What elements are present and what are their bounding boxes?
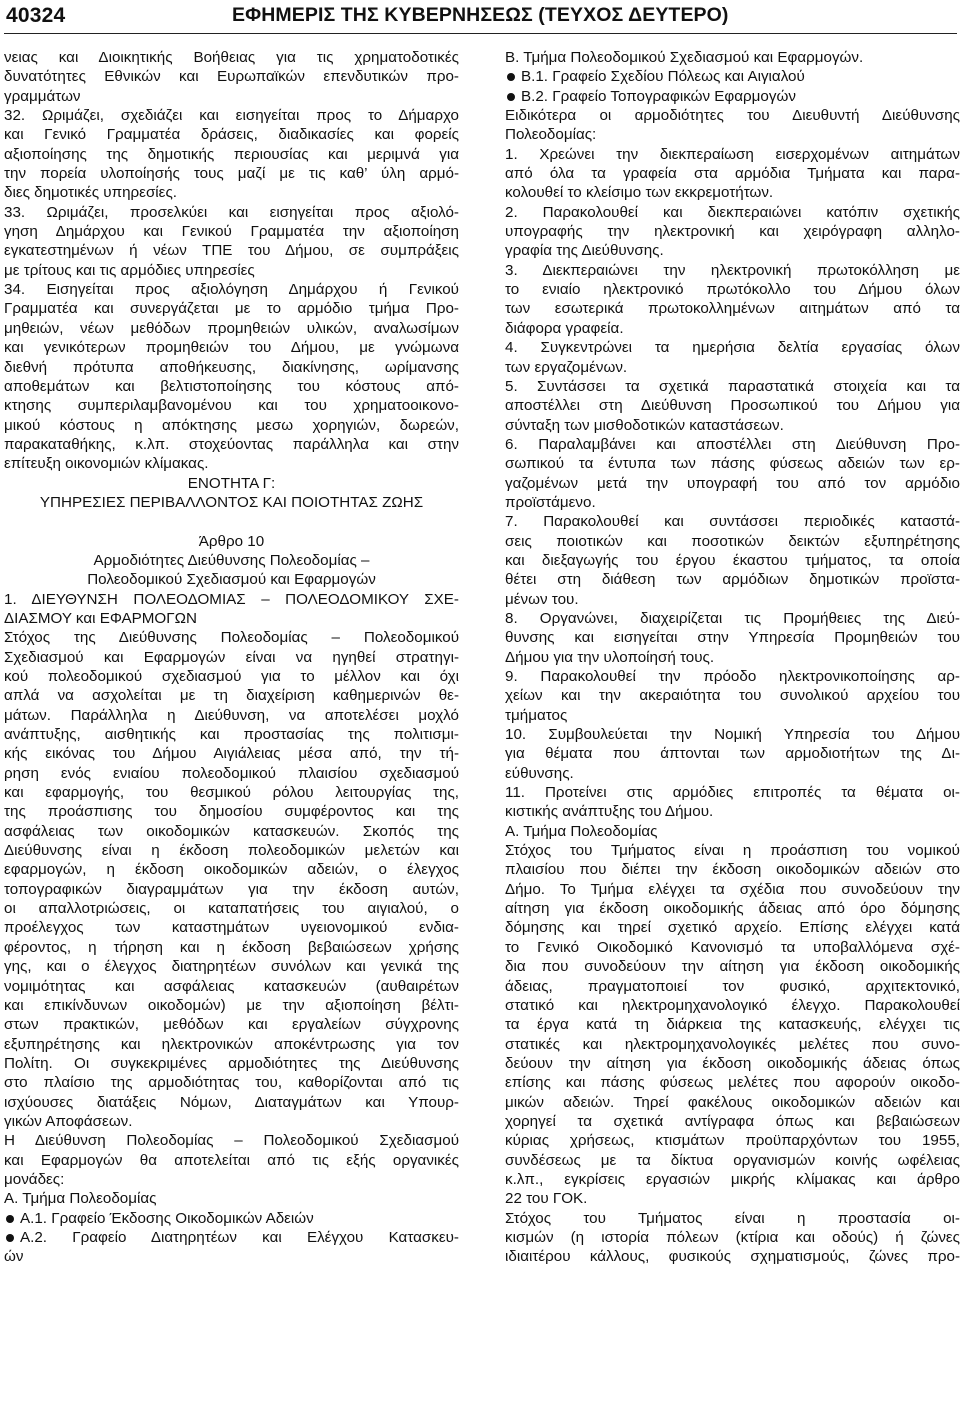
text-line-content: μικού κόστους η απόκτησης μεσω χορηγιών, δωρεών, — [4, 416, 459, 434]
text-line — [4, 996, 459, 1015]
text-line — [4, 241, 459, 260]
text-line — [4, 1093, 459, 1112]
text-line — [505, 222, 960, 241]
text-line — [4, 590, 459, 609]
text-line-content: 4. Συγκεντρώνει τα ημερήσια δελτία εργασίας όλων — [505, 339, 960, 357]
text-line — [4, 918, 459, 937]
text-line — [505, 1228, 960, 1247]
text-line — [4, 358, 459, 377]
text-line-content: κύριας χρήσεως, κτισμάτων προϋπαρχόντων του 1955, — [505, 1132, 960, 1150]
text-line — [4, 435, 459, 454]
text-line-content: γικών Αποφάσεων. — [4, 1112, 133, 1130]
gazette-title: ΕΦΗΜΕΡΙΣ ΤΗΣ ΚΥΒΕΡΝΗΣΕΩΣ (ΤΕΥΧΟΣ ΔΕΥΤΕΡΟ) — [232, 4, 729, 26]
text-line — [505, 570, 960, 589]
text-line — [4, 222, 459, 241]
text-line-content: διεθνή πρότυπα αποθήκευσης, διακίνησης, ωρίμανσης — [4, 358, 459, 376]
text-line — [4, 67, 459, 86]
text-line-content: κολουθεί το κλείσιμο των εκκρεμοτήτων. — [505, 184, 774, 202]
text-line — [4, 416, 459, 435]
text-line — [505, 299, 960, 318]
text-line — [505, 125, 960, 144]
text-line-content: εφαρμογών, η έκδοση οικοδομικών αδειών, ο έλεγχος — [4, 861, 459, 879]
text-line-content: μηθειών, νέων μεθόδων προμηθειών υλικών, αναλωσίμων — [4, 319, 459, 337]
text-line — [505, 822, 960, 841]
text-line-content: Η Διεύθυνση Πολεοδομίας – Πολεοδομικού Σχεδιασμού — [4, 1132, 459, 1150]
text-line — [4, 686, 459, 705]
text-line — [4, 493, 459, 512]
text-line-content: Γραμματέα και συνεργάζεται με το αρμόδιο τμήμα Προ- — [4, 300, 459, 318]
text-line-content: παρακαταθήκης, κ.λπ. στοχεύοντας παράλληλα και στην — [4, 435, 459, 453]
text-line — [4, 802, 459, 821]
text-line — [505, 764, 960, 783]
text-line-content: μονάδες: — [4, 1170, 65, 1188]
text-line — [4, 880, 459, 899]
text-line-content: της προάσπισης του δημοσίου συμφέροντος και της — [4, 803, 459, 821]
text-line-content: εύθυνσης. — [505, 764, 574, 782]
text-line-content: γαζομένων μετά την υπογραφή του από τον αρμόδιο — [505, 474, 960, 492]
text-line — [4, 474, 459, 493]
text-line — [505, 474, 960, 493]
text-line-content: και γενικότερων προμηθειών του Δήμου, με γνώμωνα — [4, 339, 459, 357]
text-line-content: και Γενικό Γραμματέα δράσεις, διαδικασίες και φορείς — [4, 126, 459, 144]
text-line — [505, 1093, 960, 1112]
text-line-content: Πολεοδομικού Σχεδιασμού και Εφαρμογών — [87, 571, 376, 589]
text-line — [4, 125, 459, 144]
text-line-content: εγκατεστημένων ή νέων ΤΠΕ του Δήμου, σε συμπράξεις — [4, 242, 459, 260]
text-line — [4, 609, 459, 628]
text-line-content: 11. Προτείνει στις αρμόδιες επιτροπές τα θέματα οι- — [505, 784, 960, 802]
text-line — [4, 957, 459, 976]
text-line — [4, 744, 459, 763]
bullet-icon — [6, 1234, 14, 1242]
text-line-content: μένων του. — [505, 590, 579, 608]
text-line — [4, 1112, 459, 1131]
header-rule — [4, 33, 957, 34]
text-line — [4, 938, 459, 957]
text-line-content: ιδιαιτέρου κάλλους, φυσικούς σχηματισμούς, ζώνες προ- — [505, 1248, 960, 1266]
text-line — [505, 241, 960, 260]
text-line-content: 2. Παρακολουθεί και διεκπεραιώνει κατόπιν σχετικής — [505, 203, 960, 221]
text-line-content: κιστικής ανάπτυξης του Δήμου. — [505, 803, 714, 821]
text-line — [4, 1170, 459, 1189]
text-line-content: των εσωτερικά πρωτοκολλημένων αιτημάτων από τα — [505, 300, 960, 318]
text-line — [505, 590, 960, 609]
text-line-content: κής εικόνας του Δήμου Αιγιάλειας μέσα από, την τή- — [4, 745, 459, 763]
text-line — [505, 1189, 960, 1208]
text-line — [505, 396, 960, 415]
text-line-content: γηση Δημάρχου και Γενικού Γραμματέα την αξιοποίηση — [4, 223, 459, 241]
text-line-content: τα έργα κατά τη διάρκεια της κατασκευής, ελέγχει τις — [505, 1016, 960, 1034]
text-line-content: 6. Παραλαμβάνει και αποστέλλει στη Διεύθυνση Προ- — [505, 435, 960, 453]
text-line — [4, 512, 459, 531]
text-line — [4, 725, 459, 744]
text-line-content: ισχύουσες διατάξεις Νόμων, Διαταγμάτων και Υπουρ- — [4, 1093, 459, 1111]
text-line — [505, 145, 960, 164]
text-line-content: ασφάλειας των οικοδομικών κατασκευών. Σκοπός της — [4, 822, 459, 840]
text-line — [4, 1209, 459, 1228]
text-line-content: ΕΝΟΤΗΤΑ Γ: — [187, 474, 276, 492]
bullet-icon — [507, 73, 515, 81]
text-line-content: Ειδικότερα οι αρμοδιότητες του Διευθυντή Διεύθυνσης — [505, 107, 960, 125]
text-line — [505, 1054, 960, 1073]
text-line — [505, 416, 960, 435]
text-line — [505, 454, 960, 473]
text-line — [505, 48, 960, 67]
text-line — [4, 841, 459, 860]
text-line — [4, 860, 459, 879]
text-line-content: χείων και την ακεραιότητα του συνολικού αρχείου του — [505, 687, 960, 705]
text-line — [4, 203, 459, 222]
text-line-content: 1. ΔΙΕΥΘΥΝΣΗ ΠΟΛΕΟΔΟΜΙΑΣ – ΠΟΛΕΟΔΟΜΙΚΟΥ ΣΧΕ- — [4, 590, 459, 608]
text-line — [4, 1035, 459, 1054]
text-line-content: Α.1. Γραφείο Έκδοσης Οικοδομικών Αδειών — [20, 1209, 314, 1227]
text-line-content: Α.2. Γραφείο Διατηρητέων και Ελέγχου Κατασκευ- — [20, 1228, 459, 1246]
text-line — [4, 299, 459, 318]
text-line-content: επίτευξη οικονομιών κλίμακας. — [4, 455, 209, 473]
text-line-content: ρηση ενός ενιαίου πολεοδομικού πλαισίου σχεδιασμού — [4, 764, 459, 782]
text-line — [505, 261, 960, 280]
text-line-content: δεύουν την αίτηση για έκδοση οικοδομικής άδειας όπως — [505, 1054, 960, 1072]
text-line — [505, 1151, 960, 1170]
text-line-content: και Εφαρμογών θα αποτελείται από τις εξής οργανικές — [4, 1151, 459, 1169]
text-line — [505, 67, 960, 86]
text-line-content: επίσης και πάσης φύσεως μελέτες που αφορούν οικοδο- — [505, 1074, 960, 1092]
text-line-content: αποστέλλει στη Διεύθυνση Προσωπικού του Δήμου για — [505, 397, 960, 415]
text-line-content: νομιμότητας και ασφάλειας κατασκευών (αυθαιρέτων — [4, 977, 459, 995]
text-line-content: εξυπηρέτησης και ηλεκτρονικών αποκέντρωσης για τον — [4, 1035, 459, 1053]
text-line-content: συνδέσεως με τα δίκτυα οργανισμών κοινής ωφέλειας — [505, 1151, 960, 1169]
text-line-content: Β.1. Γραφείο Σχεδίου Πόλεως και Αιγιαλού — [521, 68, 805, 86]
text-line — [505, 1073, 960, 1092]
text-line — [4, 106, 459, 125]
text-line — [505, 725, 960, 744]
text-line-content: γραμμάτων — [4, 87, 81, 105]
text-line-content: υπογραφής την ηλεκτρονική και χειρόγραφη αλληλο- — [505, 223, 960, 241]
text-line-content: χορηγεί τα σχετικά αντίγραφα όπως και βεβαιώσεων — [505, 1112, 960, 1130]
text-line-content: κισμών (η ιστορία πόλεων (κτίρια και οδούς) ή ζώνες — [505, 1228, 960, 1246]
text-line-content: Δήμο. Το Τμήμα ελέγχει τα σχέδια που συνοδεύουν την — [505, 880, 960, 898]
text-line — [505, 512, 960, 531]
text-line — [505, 918, 960, 937]
text-line-content: Β.2. Γραφείο Τοπογραφικών Εφαρμογών — [521, 87, 796, 105]
bullet-icon — [507, 93, 515, 101]
text-line — [505, 609, 960, 628]
text-line — [505, 358, 960, 377]
text-line — [505, 706, 960, 725]
text-line-content: Α. Τμήμα Πολεοδομίας — [4, 1190, 157, 1208]
text-line-content: θυνσης και εισηγείται στην Υπηρεσία Προμηθειών του — [505, 629, 960, 647]
text-line — [4, 319, 459, 338]
text-line-content: Α. Τμήμα Πολεοδομίας — [505, 822, 658, 840]
text-line — [4, 145, 459, 164]
text-line-content: άδειας, πραγματοποιεί τον φυσικό, αρχιτεκτονικό, — [505, 977, 960, 995]
text-line — [505, 532, 960, 551]
text-line — [505, 551, 960, 570]
text-line-content: και διεξαγωγής του έργου έκαστου τμήματος, τα οποία — [505, 551, 960, 569]
text-line — [505, 977, 960, 996]
text-line-content: τμήματος — [505, 706, 568, 724]
text-line — [505, 1247, 960, 1266]
text-line — [4, 1247, 459, 1266]
text-line — [505, 628, 960, 647]
text-line-content: το ενιαίο ηλεκτρονικό πρωτόκολλο του Δήμου όλων — [505, 281, 960, 299]
page-number: 40324 — [6, 4, 66, 27]
text-line-content: δόμησης και τηρεί σχετικό αρχείο. Επίσης ελέγχει κατά — [505, 919, 960, 937]
text-line — [4, 338, 459, 357]
text-line-content: μάτων. Παράλληλα η Διεύθυνση, να αποτελέσει μοχλό — [4, 706, 459, 724]
text-line — [4, 261, 459, 280]
text-line-content: ών — [4, 1248, 24, 1266]
text-line — [4, 648, 459, 667]
text-line-content: την πορεία υλοποίησής τους μαζί με τις καθ’ ύλη αρμό- — [4, 165, 459, 183]
text-line — [4, 899, 459, 918]
text-line-content: Στόχος του Τμήματος είναι η προάσπιση του νομικού — [505, 842, 960, 860]
text-line — [505, 1112, 960, 1131]
text-line — [4, 183, 459, 202]
text-line-content: και επικίνδυνων οικοδομών) με την αξιοποίηση βέλτι- — [4, 996, 459, 1014]
text-line-content: και εφαρμογής, του θεσμικού ρόλου λειτουργίας της, — [4, 784, 459, 802]
text-line — [4, 1189, 459, 1208]
text-line — [505, 686, 960, 705]
text-line-content: αίτηση για έκδοση οικοδομικής άδειας από όρο δόμησης — [505, 900, 960, 918]
text-line-content: προϊστάμενο. — [505, 493, 596, 511]
text-line-content: 34. Εισηγείται προς αξιολόγηση Δημάρχου ή Γενικού — [4, 281, 459, 299]
text-line — [505, 280, 960, 299]
bullet-icon — [6, 1215, 14, 1223]
text-line — [505, 996, 960, 1015]
text-line — [4, 667, 459, 686]
text-line-content: μικών αδειών. Τηρεί φακέλους οικοδομικών αδειών και — [505, 1093, 960, 1111]
text-line-content: ΥΠΗΡΕΣΙΕΣ ΠΕΡΙΒΑΛΛΟΝΤΟΣ ΚΑΙ ΠΟΙΟΤΗΤΑΣ ΖΩΗΣ — [39, 493, 424, 511]
text-line-content: 5. Συντάσσει τα σχετικά παραστατικά στοιχεία και τα — [505, 377, 960, 395]
text-line-content: σεις ποιοτικών και ποσοτικών δεικτών εξυπηρέτησης — [505, 532, 960, 550]
text-line — [4, 48, 459, 67]
right-text-column — [505, 48, 960, 1267]
text-line — [505, 493, 960, 512]
text-line-content: στατικό και ηλεκτρομηχανολογικό έλεγχο. Παρακολουθεί — [505, 996, 960, 1014]
text-line — [4, 1015, 459, 1034]
text-line-content: σωπικού τα έντυπα των πάσης φύσεως αδειών των ερ- — [505, 455, 960, 473]
text-line-content: Στόχος του Τμήματος είναι η προστασία οι- — [505, 1209, 960, 1227]
text-line — [505, 87, 960, 106]
text-line — [505, 899, 960, 918]
left-text-column — [4, 48, 459, 1267]
text-line — [4, 280, 459, 299]
text-line — [4, 532, 459, 551]
text-line-content: Άρθρο 10 — [198, 532, 265, 550]
text-line-content: 3. Διεκπεραιώνει την ηλεκτρονική πρωτοκόλληση με — [505, 261, 960, 279]
text-line-content: δυνατότητες Εθνικών και Ευρωπαϊκών επενδυτικών προ- — [4, 68, 459, 86]
text-line — [4, 1228, 459, 1247]
text-line — [4, 396, 459, 415]
text-line-content: κ.λπ., εγκρίσεις εργασιών μικρής κλίμακας και άρθρο — [505, 1170, 960, 1188]
text-line-content: διάφορα γραφεία. — [505, 319, 624, 337]
text-line-content: 9. Παρακολουθεί την πρόοδο ηλεκτρονικοποίησης αρ- — [505, 668, 960, 685]
text-line-content: Β. Τμήμα Πολεοδομικού Σχεδιασμού και Εφαρμογών. — [505, 49, 864, 66]
text-line — [505, 744, 960, 763]
text-line-content: οι απαλλοτριώσεις, οι καταπατήσεις του αιγιαλού, ο — [4, 900, 459, 918]
text-line — [505, 648, 960, 667]
text-line — [4, 706, 459, 725]
text-line — [505, 106, 960, 125]
text-line-content: Πολίτη. Οι συγκεκριμένες αρμοδιότητες της Διεύθυνσης — [4, 1054, 459, 1072]
text-line — [4, 377, 459, 396]
text-line-content: απλά να ασχολείται με τη διαχείριση καθημερινών θε- — [4, 687, 459, 705]
text-line — [4, 1073, 459, 1092]
text-line — [4, 764, 459, 783]
text-line-content: 1. Χρεώνει την διεκπεραίωση εισερχομένων αιτημάτων — [505, 145, 960, 163]
text-line-content: Πολεοδομίας: — [505, 126, 597, 144]
text-line-content: κτησης συμπεριλαμβανομένου και του χρηματοοικονο- — [4, 397, 459, 415]
text-line-content: 8. Οργανώνει, διαχειρίζεται τις Προμήθειες της Διεύ- — [505, 609, 960, 627]
text-line-content: Αρμοδιότητες Διεύθυνσης Πολεοδομίας – — [93, 551, 370, 569]
text-line-content: 32. Ωριμάζει, σχεδιάζει και εισηγείται προς το Δήμαρχο — [4, 107, 459, 125]
text-line-content: προέλεγχος των καταστημάτων υγειονομικού ενδια- — [4, 919, 459, 937]
text-line-content: Στόχος της Διεύθυνσης Πολεοδομίας – Πολεοδομικού — [4, 629, 459, 647]
text-line — [4, 164, 459, 183]
text-line — [505, 377, 960, 396]
text-line-content: αποθεμάτων και βελτιστοποίησης του κόστους από- — [4, 377, 459, 395]
text-line — [505, 203, 960, 222]
text-line-content: στων πρακτικών, μεθόδων και εργαλείων σύγχρονης — [4, 1016, 459, 1034]
text-line — [4, 822, 459, 841]
text-line — [505, 1035, 960, 1054]
text-line — [4, 1054, 459, 1073]
text-line — [4, 783, 459, 802]
text-line — [505, 957, 960, 976]
text-line — [4, 1151, 459, 1170]
text-line-content: 7. Παρακολουθεί και συντάσσει περιοδικές καταστά- — [505, 513, 960, 531]
text-line — [4, 87, 459, 106]
text-line-content: τοπογραφικών διαγραμμάτων για την έκδοση αυτών, — [4, 880, 459, 898]
text-line-content: κού πολεοδομικού σχεδιασμού για το μέλλον και όχι — [4, 668, 459, 685]
page-header — [0, 0, 960, 34]
text-line-content: 33. Ωριμάζει, προσελκύει και εισηγείται προς αξιολό- — [4, 203, 459, 221]
text-line — [4, 1131, 459, 1150]
text-line-content: στο πλαίσιο της αρμοδιότητας του, καθορίζονται από τις — [4, 1074, 459, 1092]
text-line-content: πλαισίου που διέπει την έκδοση οικοδομικών αδειών στο — [505, 861, 960, 879]
text-line-content: Διεύθυνσης είναι η έκδοση πολεοδομικών μελετών και — [4, 842, 459, 860]
text-line — [505, 783, 960, 802]
text-line-content: το Γενικό Οικοδομικό Κανονισμό τα υποβαλλόμενα σχέ- — [505, 938, 960, 956]
text-line — [505, 860, 960, 879]
text-line-content: ΔΙΑΣΜΟΥ και ΕΦΑΡΜΟΓΩΝ — [4, 609, 197, 627]
text-line-content: αξιοποίησης της δημοτικής περιουσίας και μεριμνά για — [4, 145, 459, 163]
text-line-content: με τρίτους και τις αρμόδιες υπηρεσίες — [4, 261, 255, 279]
text-line-content: σύνταξη των μισθοδοτικών καταστάσεων. — [505, 416, 784, 434]
text-line — [505, 338, 960, 357]
text-line-content: ανάπτυξης, αισθητικής και προστασίας της πολιτισμι- — [4, 726, 459, 744]
text-line — [4, 570, 459, 589]
text-line-content: νειας και Διοικητικής Βοήθειας για τις χρηματοδοτικές — [4, 49, 459, 66]
text-line — [4, 628, 459, 647]
text-line — [4, 551, 459, 570]
text-line — [4, 454, 459, 473]
text-line-content: Σχεδιασμού και Εφαρμογών είναι να ηγηθεί στρατηγι- — [4, 648, 459, 666]
text-line-content: γραφία της Διεύθυνσης. — [505, 242, 664, 260]
text-line — [505, 1131, 960, 1150]
text-line — [505, 1209, 960, 1228]
text-line-content: φέροντος, η τήρηση και η έκδοση βεβαιώσεων χρήσης — [4, 938, 459, 956]
text-line-content: θέτει στη διάθεση των αρμόδιων δημοτικών προϊστα- — [505, 571, 960, 589]
text-line-content: των εργαζομένων. — [505, 358, 628, 376]
text-line-content: γης, και ο έλεγχος διατηρητέων συνόλων και γενικά της — [4, 958, 459, 976]
text-line-content: από όλα τα γραφεία στα αρμόδια Τμήματα και παρα- — [505, 165, 960, 183]
text-line — [505, 319, 960, 338]
text-line — [505, 802, 960, 821]
text-line — [505, 880, 960, 899]
text-line-content: διες δημοτικές υπηρεσίες. — [4, 184, 177, 202]
text-line-content: στατικές και ηλεκτρομηχανολογικές μελέτες που συνο- — [505, 1035, 960, 1053]
text-line-content: 22 του ΓΟΚ. — [505, 1190, 588, 1208]
text-line — [505, 667, 960, 686]
text-line — [505, 1015, 960, 1034]
text-line — [505, 183, 960, 202]
text-line — [505, 1170, 960, 1189]
text-line-content: 10. Συμβουλεύεται την Νομική Υπηρεσία του Δήμου — [505, 726, 960, 744]
text-line — [505, 938, 960, 957]
text-line-content: για θέματα που άπτονται των αρμοδιοτήτων της Δι- — [505, 745, 960, 763]
text-line — [505, 841, 960, 860]
text-line — [505, 164, 960, 183]
text-line — [4, 977, 459, 996]
text-line-content: Δήμου για την υλοποίησή τους. — [505, 648, 715, 666]
text-line-content: δια που συνοδεύουν την αίτηση για έκδοση οικοδομικής — [505, 958, 960, 976]
text-line — [505, 435, 960, 454]
